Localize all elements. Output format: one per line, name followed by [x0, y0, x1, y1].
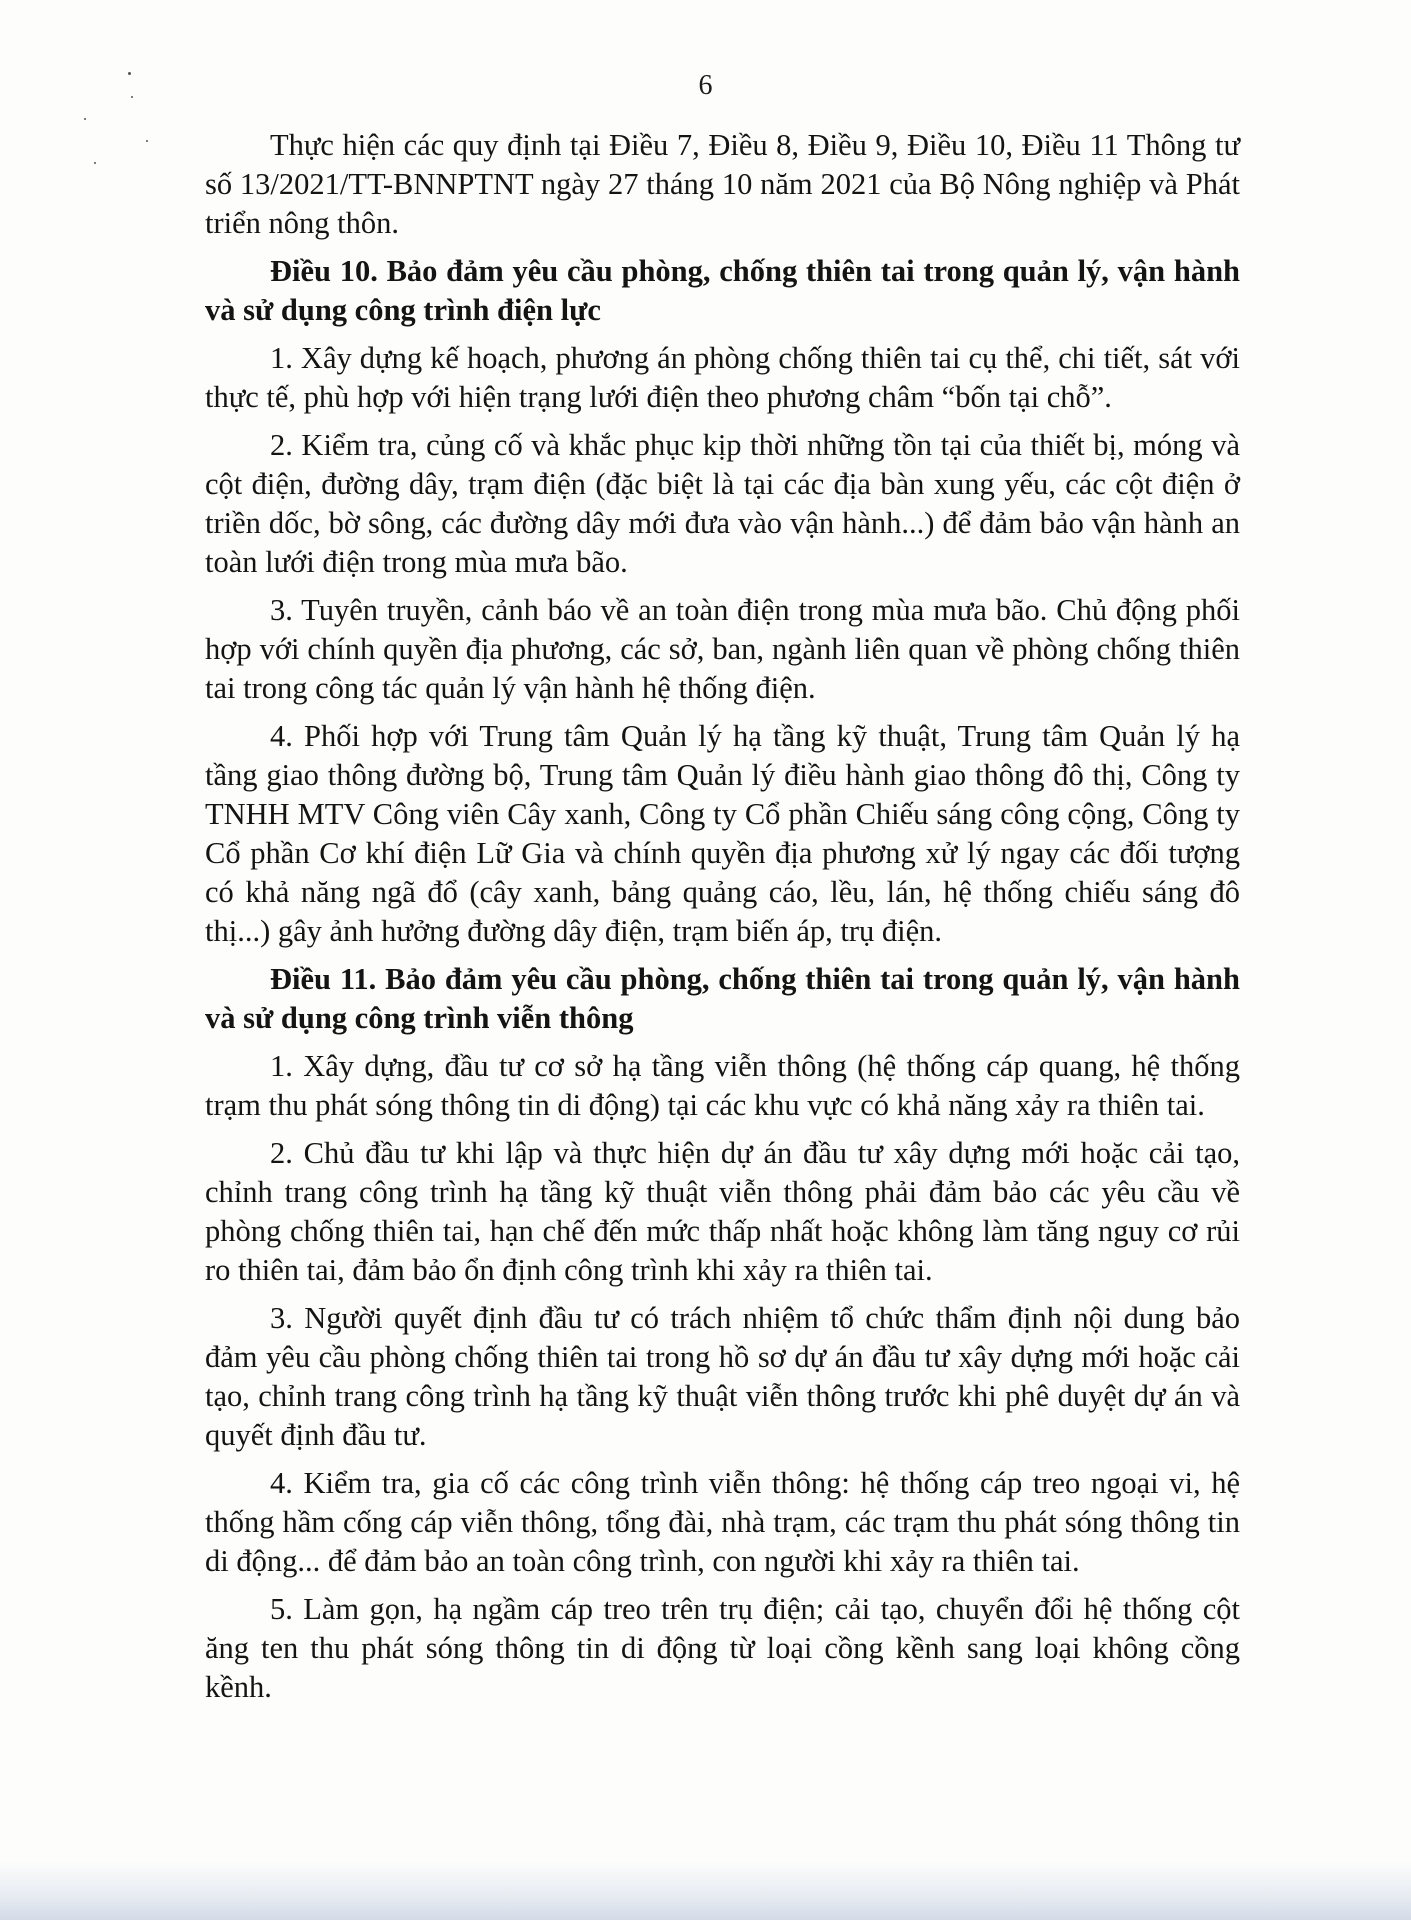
- paragraph-article-11-item-5: 5. Làm gọn, hạ ngầm cáp treo trên trụ điện; cải tạo, chuyển đổi hệ thống cột ăng ten thu phát sóng thông tin di động từ loại cồng kềnh sang loại không cồng kềnh.: [205, 1592, 1240, 1704]
- scan-bottom-edge: [0, 1860, 1411, 1920]
- page-number: 6: [698, 70, 713, 101]
- paragraph-article-10-item-3: 3. Tuyên truyền, cảnh báo về an toàn điện trong mùa mưa bão. Chủ động phối hợp với chính quyền địa phương, các sở, ban, ngành liên quan về phòng chống thiên tai trong công tác quản lý vận hành hệ thống điện.: [205, 593, 1240, 705]
- scan-speck: [94, 162, 96, 164]
- heading-article-10: Điều 10. Bảo đảm yêu cầu phòng, chống thiên tai trong quản lý, vận hành và sử dụng công trình điện lực: [205, 254, 1240, 327]
- paragraph-article-11-item-1: 1. Xây dựng, đầu tư cơ sở hạ tầng viễn thông (hệ thống cáp quang, hệ thống trạm thu phát sóng thông tin di động) tại các khu vực có khả năng xảy ra thiên tai.: [205, 1049, 1240, 1122]
- scan-speck: [146, 140, 148, 142]
- paragraph-article-10-item-2: 2. Kiểm tra, củng cố và khắc phục kịp thời những tồn tại của thiết bị, móng và cột điện, đường dây, trạm điện (đặc biệt là tại các địa bàn xung yếu, các cột điện ở triền dốc, bờ sông, các đường dây mới đưa vào vận hành...) để đảm bảo vận hành an toàn lưới điện trong mùa mưa bão.: [205, 428, 1240, 579]
- heading-article-11: Điều 11. Bảo đảm yêu cầu phòng, chống thiên tai trong quản lý, vận hành và sử dụng công trình viễn thông: [205, 962, 1240, 1035]
- paragraph-article-11-item-3: 3. Người quyết định đầu tư có trách nhiệm tổ chức thẩm định nội dung bảo đảm yêu cầu phòng chống thiên tai trong hồ sơ dự án đầu tư xây dựng mới hoặc cải tạo, chỉnh trang công trình hạ tầng kỹ thuật viễn thông trước khi phê duyệt dự án và quyết định đầu tư.: [205, 1301, 1240, 1452]
- scan-speck: [84, 118, 86, 120]
- paragraph-article-11-item-4: 4. Kiểm tra, gia cố các công trình viễn thông: hệ thống cáp treo ngoại vi, hệ thống hầm cống cáp viễn thông, tổng đài, nhà trạm, các trạm thu phát sóng thông tin di động... để đảm bảo an toàn công trình, con người khi xảy ra thiên tai.: [205, 1466, 1240, 1578]
- paragraph-article-10-item-1: 1. Xây dựng kế hoạch, phương án phòng chống thiên tai cụ thể, chi tiết, sát với thực tế, phù hợp với hiện trạng lưới điện theo phương châm “bốn tại chỗ”.: [205, 341, 1240, 414]
- paragraph-article-10-item-4: 4. Phối hợp với Trung tâm Quản lý hạ tầng kỹ thuật, Trung tâm Quản lý hạ tầng giao thông đường bộ, Trung tâm Quản lý điều hành giao thông đô thị, Công ty TNHH MTV Công viên Cây xanh, Công ty Cổ phần Chiếu sáng công cộng, Công ty Cổ phần Cơ khí điện Lữ Gia và chính quyền địa phương xử lý ngay các đối tượng có khả năng ngã đổ (cây xanh, bảng quảng cáo, lều, lán, hệ thống chiếu sáng đô thị...) gây ảnh hưởng đường dây điện, trạm biến áp, trụ điện.: [205, 719, 1240, 948]
- paragraph-article-11-item-2: 2. Chủ đầu tư khi lập và thực hiện dự án đầu tư xây dựng mới hoặc cải tạo, chỉnh trang công trình hạ tầng kỹ thuật viễn thông phải đảm bảo các yêu cầu về phòng chống thiên tai, hạn chế đến mức thấp nhất hoặc không làm tăng nguy cơ rủi ro thiên tai, đảm bảo ổn định công trình khi xảy ra thiên tai.: [205, 1136, 1240, 1287]
- paragraph-intro: Thực hiện các quy định tại Điều 7, Điều 8, Điều 9, Điều 10, Điều 11 Thông tư số 13/2021/TT-BNNPTNT ngày 27 tháng 10 năm 2021 của Bộ Nông nghiệp và Phát triển nông thôn.: [205, 128, 1240, 240]
- document-body: [205, 126, 1240, 1716]
